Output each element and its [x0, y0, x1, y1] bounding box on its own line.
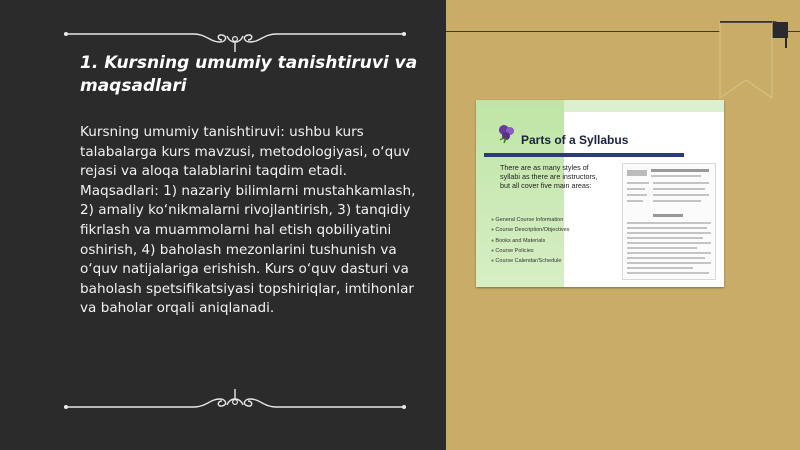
slide-title: 1. Kursning umumiy tanishtiruvi va maqsadlari — [80, 53, 418, 96]
list-item: ● General Course Information — [491, 215, 569, 225]
thumb-title: Parts of a Syllabus — [521, 133, 629, 147]
list-item: ● Course Calendar/Schedule — [491, 256, 569, 266]
thumb-list — [491, 215, 569, 266]
list-item: ● Books and Materials — [491, 236, 569, 246]
slide-body-text: Kursning umumiy tanishtiruvi: ushbu kurs talabalarga kurs mavzusi, metodologiyasi, o‘quv rejasi va aloqa talablarini taqdim etadi. Maqsadlari: 1) nazariy bilimlarni mustahkamlash, 2) amaliy ko‘nikmalarni rivojlantirish, 3) tanqidiy fikrlash va muammolarni hal etish qobiliyatini oshirish, 4) baholash mezonlarini tushunish va o‘quv natijalariga erishish. Kurs o‘quv dasturi va baholash spetsifikatsiyasi topshiriqlar, imtihonlar va baholar orqali aniqlanadi. — [80, 124, 416, 317]
ornament-bottom-icon — [64, 389, 406, 413]
sample-syllabus-document — [622, 163, 716, 280]
thumb-intro-text: There are as many styles of syllabi as there are instructors, but all cover five main areas: — [500, 163, 598, 190]
thumb-title-rule — [484, 153, 684, 157]
list-item: ● Course Policies — [491, 246, 569, 256]
syllabus-logo-icon — [496, 122, 518, 144]
syllabus-slide-image — [476, 100, 724, 287]
ornament-top-icon — [64, 30, 406, 54]
list-item: ● Course Description/Objectives — [491, 225, 569, 235]
thumb-top-band — [564, 100, 724, 112]
bookmark-ribbon-icon — [714, 18, 790, 100]
